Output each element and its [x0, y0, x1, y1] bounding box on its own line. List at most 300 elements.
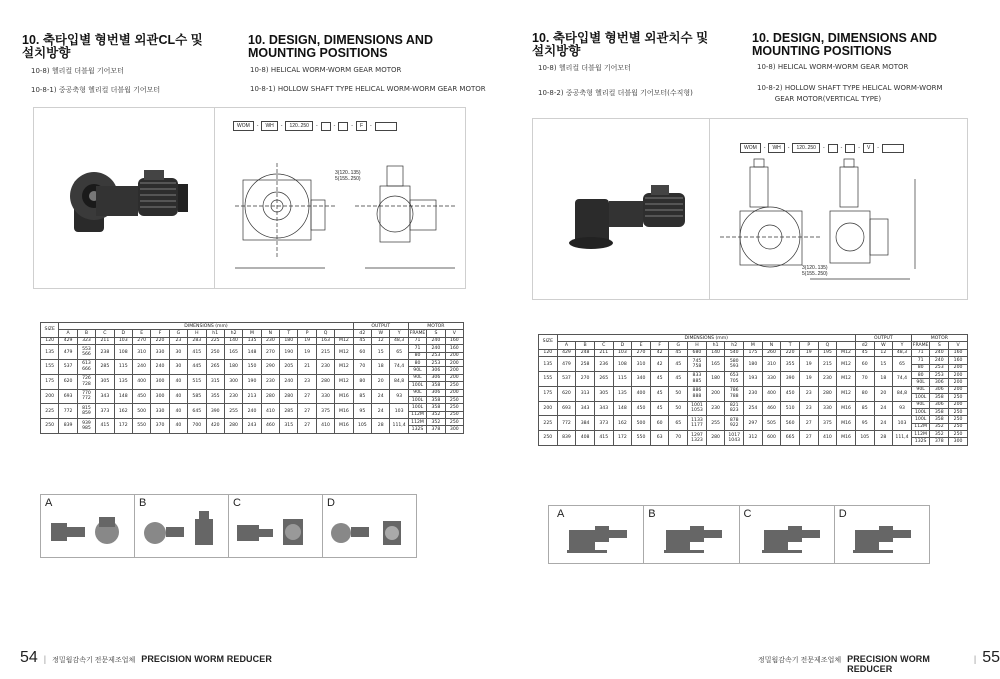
motor-cell: 90L [911, 379, 930, 386]
dimension-cell: 148 [243, 345, 261, 360]
dimension-cell: 23 [298, 374, 316, 389]
size-header: SIZE [41, 323, 59, 338]
right-technical-drawing [710, 119, 967, 299]
motor-cell: 80 [408, 352, 426, 359]
dimension-cell: M12 [335, 345, 353, 360]
motor-cell: 253 [930, 364, 949, 371]
dimension-cell: M12 [837, 349, 856, 356]
output-cell: 111,4 [390, 419, 408, 434]
column-header: Y [390, 330, 408, 337]
dimension-cell: 330 [316, 389, 334, 404]
column-header: T [280, 330, 298, 337]
table-row [41, 359, 464, 366]
left-sub-en-1: 10-8) HELICAL WORM-WORM GEAR MOTOR [250, 66, 402, 74]
left-dimension-table [40, 322, 464, 434]
dimension-cell: 220 [151, 337, 169, 344]
dimension-cell: 190 [280, 345, 298, 360]
dimension-cell: 310 [632, 357, 651, 372]
output-cell: 48,3 [390, 337, 408, 344]
dimension-cell: 429 [59, 337, 77, 344]
motor-cell: 100L [911, 408, 930, 415]
dimension-cell: 265 [594, 371, 613, 386]
dimension-cell: 19 [298, 337, 316, 344]
column-header: G [669, 342, 688, 349]
column-header: C [594, 342, 613, 349]
dimension-cell: 410 [316, 419, 334, 434]
motor-cell: 352 [930, 423, 949, 430]
column-header: S [427, 330, 445, 337]
motor-cell: 240 [930, 349, 949, 356]
motor-cell: 90L [911, 386, 930, 393]
output-cell: 18 [372, 359, 390, 374]
dimension-cell: 460 [762, 401, 781, 416]
dimension-cell: 260 [762, 349, 781, 356]
motor-cell: 250 [445, 419, 463, 426]
mount-position-b [644, 506, 739, 563]
left-dimension-table-wrap [40, 322, 464, 434]
dimension-cell: 355 [781, 357, 800, 372]
dimension-cell: 770 772 [77, 389, 95, 404]
motor-header: MOTOR [911, 335, 967, 342]
motor-cell: 378 [930, 438, 949, 445]
motor-cell: 352 [427, 419, 445, 426]
size-cell: 135 [41, 345, 59, 360]
dimension-cell: 150 [243, 359, 261, 374]
size-cell: 175 [41, 374, 59, 389]
output-cell: 24 [372, 389, 390, 404]
dimension-cell: 410 [818, 431, 837, 446]
mount-position-d [323, 495, 416, 557]
left-callout-1: 3(120..135) [335, 170, 361, 176]
motor-cell: 71 [408, 345, 426, 352]
dimension-cell: 225 [206, 337, 224, 344]
dimension-cell: 30 [169, 345, 187, 360]
dimension-cell: 148 [613, 401, 632, 416]
dimension-cell: 23 [799, 401, 818, 416]
dimension-cell: 270 [632, 349, 651, 356]
dimension-cell: 479 [59, 345, 77, 360]
dimensions-header: DIMENSIONS (mm) [557, 335, 855, 342]
dimension-cell: 180 [280, 337, 298, 344]
dimension-cell: 505 [762, 416, 781, 431]
dimension-cell: 1133 1177 [688, 416, 707, 431]
dimension-cell: 373 [594, 416, 613, 431]
dimension-cell: M12 [837, 371, 856, 386]
motor-cell: 100L [911, 394, 930, 401]
dimension-cell: 726 728 [77, 374, 95, 389]
motor-cell: 112M [911, 423, 930, 430]
column-header: N [261, 330, 279, 337]
dimension-cell: 310 [132, 345, 150, 360]
dimension-cell: 540 [725, 349, 744, 356]
dimension-cell: 162 [114, 404, 132, 419]
dimension-cell: 250 [206, 345, 224, 360]
dimension-cell: 450 [632, 401, 651, 416]
output-cell: 15 [874, 357, 893, 372]
dimension-cell: 165 [224, 345, 242, 360]
mount-position-b [135, 495, 229, 557]
dimension-cell: 45 [669, 371, 688, 386]
dimension-cell: 50 [669, 386, 688, 401]
dimension-cell: 21 [298, 359, 316, 374]
column-header: D [613, 342, 632, 349]
dimension-cell: 886 888 [688, 386, 707, 401]
output-cell: 103 [893, 416, 912, 431]
dimension-cell: 772 [557, 416, 576, 431]
dimension-cell: 27 [298, 389, 316, 404]
gearmotor-photo [34, 108, 214, 288]
dimension-cell: 254 [744, 401, 763, 416]
dimension-cell: 429 [557, 349, 576, 356]
dimension-cell: 305 [594, 386, 613, 401]
dimension-cell: 270 [261, 345, 279, 360]
dimension-cell: 560 [781, 416, 800, 431]
dimension-cell: 445 [188, 359, 206, 374]
dimension-cell: 390 [206, 404, 224, 419]
dimension-cell: 108 [613, 357, 632, 372]
motor-cell: 200 [445, 389, 463, 396]
size-cell: 200 [539, 401, 558, 416]
dimension-cell: 135 [613, 386, 632, 401]
dimension-cell: 330 [762, 371, 781, 386]
motor-cell: 358 [427, 404, 445, 411]
dimension-cell: 240 [280, 374, 298, 389]
motor-cell: 306 [427, 367, 445, 374]
dimension-cell: 180 [744, 357, 763, 372]
size-cell: 250 [539, 431, 558, 446]
column-header: P [298, 330, 316, 337]
dimension-cell: 340 [632, 371, 651, 386]
mount-label-b: B [648, 508, 656, 520]
left-model-code: WOM - WH - 120..250 - - - F - [233, 121, 397, 131]
mount-label-d: D [327, 497, 335, 509]
motor-cell: 306 [930, 379, 949, 386]
motor-cell: 200 [949, 379, 968, 386]
size-cell: 120 [41, 337, 59, 344]
motor-cell: 200 [445, 359, 463, 366]
right-dimension-table-wrap [538, 334, 968, 446]
left-callout-2: 5(155..250) [335, 176, 361, 182]
mount-label-b: B [139, 497, 147, 509]
motor-cell: 358 [930, 416, 949, 423]
dimension-cell: 285 [280, 404, 298, 419]
table-row [41, 404, 464, 411]
dimension-cell: 1297 1323 [688, 431, 707, 446]
table-row [539, 431, 968, 438]
output-cell: 45 [353, 337, 371, 344]
dimension-cell: 27 [799, 416, 818, 431]
dimension-cell: 772 [59, 404, 77, 419]
dimension-cell: 27 [799, 431, 818, 446]
right-sub-en-1: 10-8) HELICAL WORM-WORM GEAR MOTOR [757, 63, 909, 71]
table-row [41, 374, 464, 381]
dimension-cell: 45 [650, 386, 669, 401]
dimension-cell: 172 [114, 419, 132, 434]
dimension-cell: 613 666 [77, 359, 95, 374]
gearmotor-photo [533, 119, 709, 299]
dimension-cell: 238 [96, 345, 114, 360]
code-part-3: 120..250 [285, 121, 312, 131]
column-header: E [632, 342, 651, 349]
dimension-cell: 313 [576, 386, 595, 401]
dimension-cell: 103 [613, 349, 632, 356]
column-header: FRAME [409, 331, 426, 337]
output-cell: 65 [893, 357, 912, 372]
column-header: N [762, 342, 781, 349]
dimension-cell: 193 [744, 371, 763, 386]
motor-cell: 253 [930, 371, 949, 378]
motor-header: MOTOR [408, 323, 463, 330]
dimension-cell: 230 [706, 401, 725, 416]
output-cell: 70 [353, 359, 371, 374]
motor-cell: 200 [445, 352, 463, 359]
motor-cell: 250 [949, 431, 968, 438]
motor-cell: 250 [949, 416, 968, 423]
dimension-cell: 553 566 [77, 345, 95, 360]
motor-cell: 112M [408, 419, 426, 426]
right-product-photo-box [532, 118, 710, 300]
column-header: H [188, 330, 206, 337]
motor-cell: 253 [427, 359, 445, 366]
motor-cell: 80 [911, 364, 930, 371]
mount-position-a [549, 506, 644, 563]
column-header: h1 [206, 330, 224, 337]
dimension-cell: 280 [706, 431, 725, 446]
dimension-cell: 510 [781, 401, 800, 416]
dimension-cell: 205 [280, 359, 298, 374]
dimension-cell: 243 [243, 419, 261, 434]
dimension-cell: 23 [169, 337, 187, 344]
dimension-cell: M16 [837, 416, 856, 431]
motor-cell: 250 [949, 408, 968, 415]
dimension-cell: 45 [650, 371, 669, 386]
output-cell: 65 [390, 345, 408, 360]
table-header-row [41, 330, 464, 337]
dimension-cell: 400 [762, 386, 781, 401]
dimension-cell: 255 [224, 404, 242, 419]
output-cell: 24 [372, 404, 390, 419]
code-part-3: 120..250 [792, 143, 819, 153]
dimension-cell: 30 [169, 359, 187, 374]
column-header: A [59, 330, 77, 337]
left-sub-en-2: 10-8-1) HOLLOW SHAFT TYPE HELICAL WORM-WORM GEAR MOTOR [250, 85, 486, 93]
motor-cell: 240 [930, 357, 949, 364]
size-cell: 155 [539, 371, 558, 386]
column-header: Q [316, 330, 334, 337]
dimension-cell: M16 [335, 404, 353, 419]
motor-cell: 160 [445, 337, 463, 344]
motor-cell: 352 [930, 431, 949, 438]
dimension-cell: 315 [280, 419, 298, 434]
dimension-cell: 280 [818, 386, 837, 401]
column-header: Q [818, 342, 837, 349]
dimension-cell: 40 [169, 419, 187, 434]
dimension-cell: 165 [706, 357, 725, 372]
output-cell: 85 [855, 401, 874, 416]
dimension-cell: 330 [818, 401, 837, 416]
table-row [539, 349, 968, 356]
size-cell: 225 [539, 416, 558, 431]
mount-position-c [229, 495, 323, 557]
table-row [539, 416, 968, 423]
dimension-cell: 939 985 [77, 419, 95, 434]
left-footer-kr: 정밀웜감속기 전문제조업체 [52, 657, 136, 664]
dimension-cell: 410 [261, 404, 279, 419]
output-cell: 15 [372, 345, 390, 360]
dimension-cell: M12 [335, 359, 353, 374]
output-cell: 12 [372, 337, 390, 344]
motor-cell: 160 [949, 357, 968, 364]
dimension-cell: 665 [781, 431, 800, 446]
motor-cell: 250 [445, 396, 463, 403]
dimension-cell: 297 [744, 416, 763, 431]
dimension-cell: 343 [576, 401, 595, 416]
dimension-cell: 580 593 [725, 357, 744, 372]
dimension-cell: 693 [59, 389, 77, 404]
motor-cell: 132S [911, 438, 930, 445]
table-row [41, 389, 464, 396]
dimension-cell: 190 [243, 374, 261, 389]
dimension-cell: 500 [132, 404, 150, 419]
column-header: V [445, 330, 463, 337]
right-sub-kr-2: 10-8-2) 중공축형 헬리컬 더블웜 기어모터(수직형) [538, 89, 693, 97]
dimension-cell: M12 [335, 337, 353, 344]
dimension-cell: M12 [335, 374, 353, 389]
table-header-row [539, 335, 968, 342]
dimension-cell: 258 [576, 357, 595, 372]
dimension-cell: 220 [781, 349, 800, 356]
dimension-cell: 211 [594, 349, 613, 356]
dimension-cell: 211 [96, 337, 114, 344]
motor-cell: 132S [408, 426, 426, 433]
output-cell: 28 [372, 419, 390, 434]
dimensions-header: DIMENSIONS (mm) [59, 323, 353, 330]
table-row [539, 401, 968, 408]
motor-cell: 200 [949, 401, 968, 408]
column-header: H [688, 342, 707, 349]
right-sub-kr-1: 10-8) 헬리컬 더블웜 기어모터 [538, 64, 631, 72]
output-header: OUTPUT [353, 323, 408, 330]
dimension-cell: 200 [706, 386, 725, 401]
dimension-cell: 280 [316, 374, 334, 389]
output-cell: 103 [390, 404, 408, 419]
right-callout-1: 3(120..135) [802, 265, 828, 271]
right-footer-en: PRECISION WORM REDUCER [847, 654, 930, 674]
code-part-6: V [863, 143, 874, 153]
dimension-cell: 537 [557, 371, 576, 386]
dimension-cell: 460 [261, 419, 279, 434]
motor-cell: 253 [427, 352, 445, 359]
dimension-cell: 839 [557, 431, 576, 446]
dimension-cell: 415 [594, 431, 613, 446]
dimension-cell: 370 [151, 419, 169, 434]
size-cell: 175 [539, 386, 558, 401]
output-cell: 95 [855, 416, 874, 431]
motor-cell: 240 [427, 345, 445, 352]
motor-cell: 306 [930, 386, 949, 393]
column-header: W [874, 342, 893, 349]
output-cell: 20 [372, 374, 390, 389]
dimension-cell: 373 [96, 404, 114, 419]
dimension-cell: 63 [650, 431, 669, 446]
code-part-1: WOM [740, 143, 761, 153]
output-cell: 95 [353, 404, 371, 419]
dimension-cell: 415 [96, 419, 114, 434]
left-mounting-positions [40, 494, 417, 558]
table-header-row [41, 323, 464, 330]
mount-position-a [41, 495, 135, 557]
dimension-cell: 215 [316, 345, 334, 360]
dimension-cell: 180 [706, 371, 725, 386]
size-cell: 135 [539, 357, 558, 372]
dimension-cell: 400 [632, 386, 651, 401]
output-cell: 93 [893, 401, 912, 416]
motor-cell: 306 [427, 389, 445, 396]
code-part-1: WOM [233, 121, 254, 131]
output-cell: 84,8 [390, 374, 408, 389]
dimension-cell: 230 [224, 389, 242, 404]
dimension-cell: 310 [762, 357, 781, 372]
motor-cell: 200 [445, 374, 463, 381]
dimension-cell: 19 [799, 357, 818, 372]
output-cell: 93 [390, 389, 408, 404]
right-sub-en-2: 10-8-2) HOLLOW SHAFT TYPE HELICAL WORM-WORM GEAR MOTOR(VERTICAL TYPE) [757, 84, 943, 103]
dimension-cell: 135 [243, 337, 261, 344]
column-header: d2 [855, 342, 874, 349]
dimension-cell: 821 823 [725, 401, 744, 416]
motor-cell: 200 [949, 364, 968, 371]
left-sub-kr-1: 10-8) 헬리컬 더블웜 기어모터 [31, 67, 124, 75]
dimension-cell: 1001 1053 [688, 401, 707, 416]
motor-cell: 200 [949, 386, 968, 393]
right-footer: 정밀웜감속기 전문제조업체 PRECISION WORM REDUCER | 55 [758, 649, 1000, 674]
output-cell: 24 [874, 401, 893, 416]
column-header: M [744, 342, 763, 349]
dimension-cell: M12 [837, 386, 856, 401]
dimension-cell: 375 [316, 404, 334, 419]
motor-cell: 250 [949, 394, 968, 401]
dimension-cell: 285 [96, 359, 114, 374]
column-header: S [930, 342, 949, 349]
mount-label-a: A [557, 508, 565, 520]
column-header: G [169, 330, 187, 337]
column-header: E [132, 330, 150, 337]
dimension-cell: 65 [669, 416, 688, 431]
output-cell: 28 [874, 431, 893, 446]
dimension-cell: 180 [224, 359, 242, 374]
dimension-cell: 645 [188, 404, 206, 419]
dimension-cell: 42 [650, 357, 669, 372]
dimension-cell: 620 [557, 386, 576, 401]
output-cell: 74,4 [390, 359, 408, 374]
motor-cell: 160 [949, 349, 968, 356]
dimension-cell: 653 705 [725, 371, 744, 386]
dimension-cell: 240 [243, 404, 261, 419]
dimension-cell: 230 [818, 371, 837, 386]
dimension-cell: 815 859 [77, 404, 95, 419]
column-header: d2 [353, 330, 371, 337]
motor-cell: 71 [408, 337, 426, 344]
dimension-cell: 300 [151, 374, 169, 389]
table-row [539, 357, 968, 364]
motor-cell: 100L [408, 404, 426, 411]
output-cell: 24 [874, 416, 893, 431]
dimension-cell: 236 [594, 357, 613, 372]
output-cell: 20 [874, 386, 893, 401]
output-cell: 45 [855, 349, 874, 356]
dimension-cell: 786 788 [725, 386, 744, 401]
motor-cell: 300 [445, 426, 463, 433]
